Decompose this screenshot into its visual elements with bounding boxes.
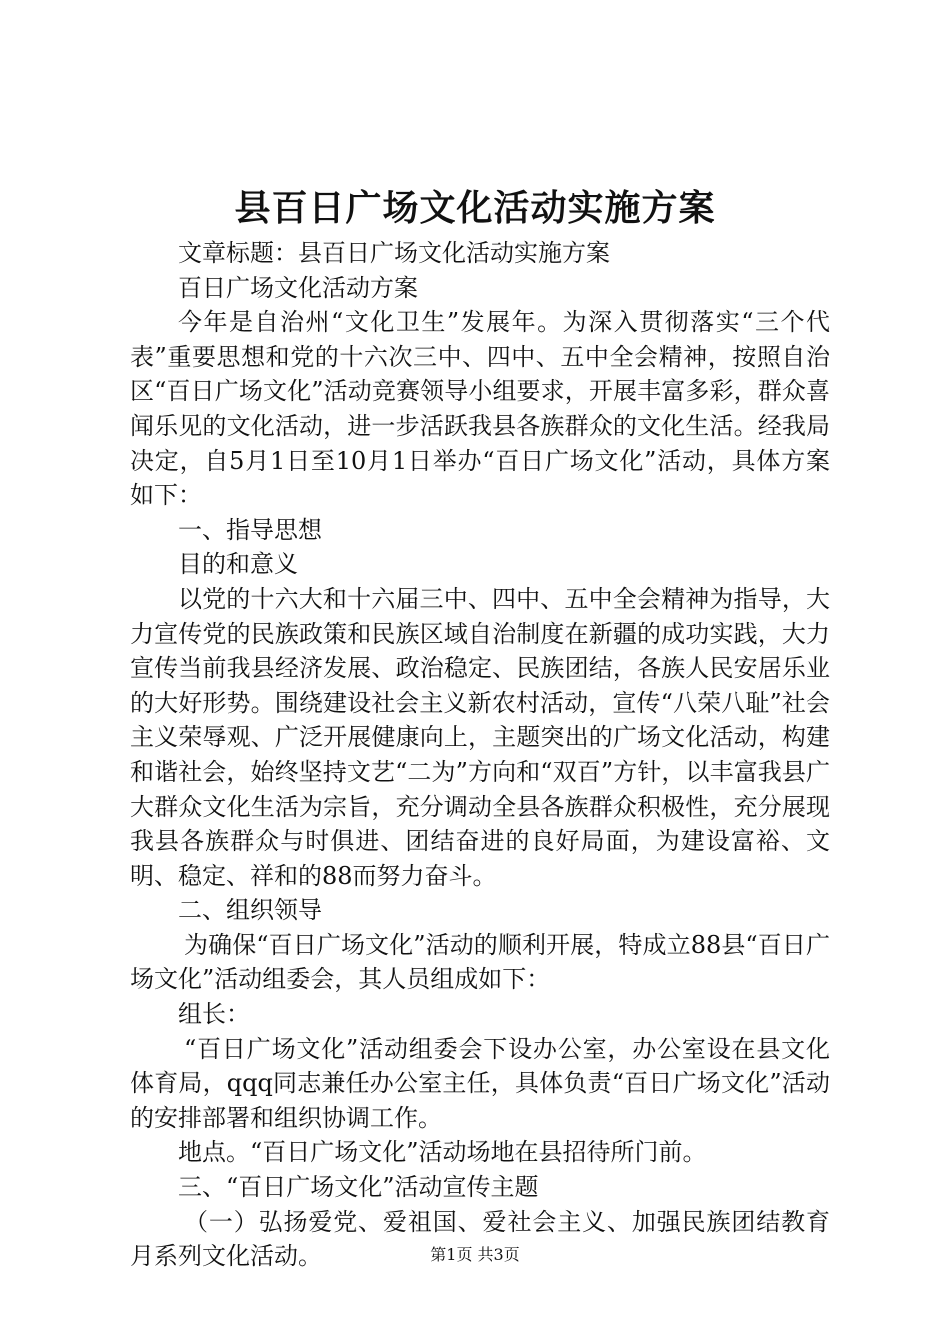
paragraph-leader: 组长： bbox=[178, 1000, 250, 1029]
heading-guiding-thought: 一、指导思想 bbox=[178, 515, 322, 544]
paragraph-plan-name: 百日广场文化活动方案 bbox=[178, 273, 418, 302]
page-footer: 第1页 共3页 bbox=[430, 1245, 520, 1264]
heading-organization: 二、组织领导 bbox=[178, 896, 322, 925]
heading-theme: 三、“百日广场文化”活动宣传主题 bbox=[178, 1173, 539, 1202]
paragraph-office: “百日广场文化”活动组委会下设办公室，办公室设在县文化体育局，qqq同志兼任办公室主任，具体负责“百日广场文化”活动的安排部署和组织协调工作。 bbox=[130, 1034, 830, 1132]
paragraph-article-title: 文章标题：县百日广场文化活动实施方案 bbox=[178, 239, 610, 267]
document-body bbox=[130, 236, 830, 1274]
heading-purpose: 目的和意义 bbox=[178, 550, 298, 579]
paragraph-location: 地点。“百日广场文化”活动场地在县招待所门前。 bbox=[178, 1138, 707, 1167]
paragraph-intro: 今年是自治州“文化卫生”发展年。为深入贯彻落实“三个代表”重要思想和党的十六次三中、四中、五中全会精神，按照自治区“百日广场文化”活动竞赛领导小组要求，开展丰富多彩，群众喜闻乐见的文化活动，进一步活跃我县各族群众的文化生活。经我局决定，自5月1日至10月1日举办“百日广场文化”活动，具体方案如下： bbox=[130, 308, 830, 510]
paragraph-theme-one: （一）弘扬爱党、爱祖国、爱社会主义、加强民族团结教育月系列文化活动。 bbox=[130, 1207, 830, 1271]
document-title: 县百日广场文化活动实施方案 bbox=[234, 187, 716, 229]
paragraph-guidance: 以党的十六大和十六届三中、四中、五中全会精神为指导，大力宣传党的民族政策和民族区域自治制度在新疆的成功实践，大力宣传当前我县经济发展、政治稳定、民族团结，各族人民安居乐业的大好形势。围绕建设社会主义新农村活动，宣传“八荣八耻”社会主义荣辱观、广泛开展健康向上，主题突出的广场文化活动，构建和谐社会，始终坚持文艺“二为”方向和“双百”方针，以丰富我县广大群众文化生活为宗旨，充分调动全县各族群众积极性，充分展现我县各族群众与时俱进、团结奋进的良好局面，为建设富裕、文明、稳定、祥和的88而努力奋斗。 bbox=[130, 584, 830, 890]
paragraph-committee: 为确保“百日广场文化”活动的顺利开展，特成立88县“百日广场文化”活动组委会，其人员组成如下： bbox=[130, 930, 830, 994]
